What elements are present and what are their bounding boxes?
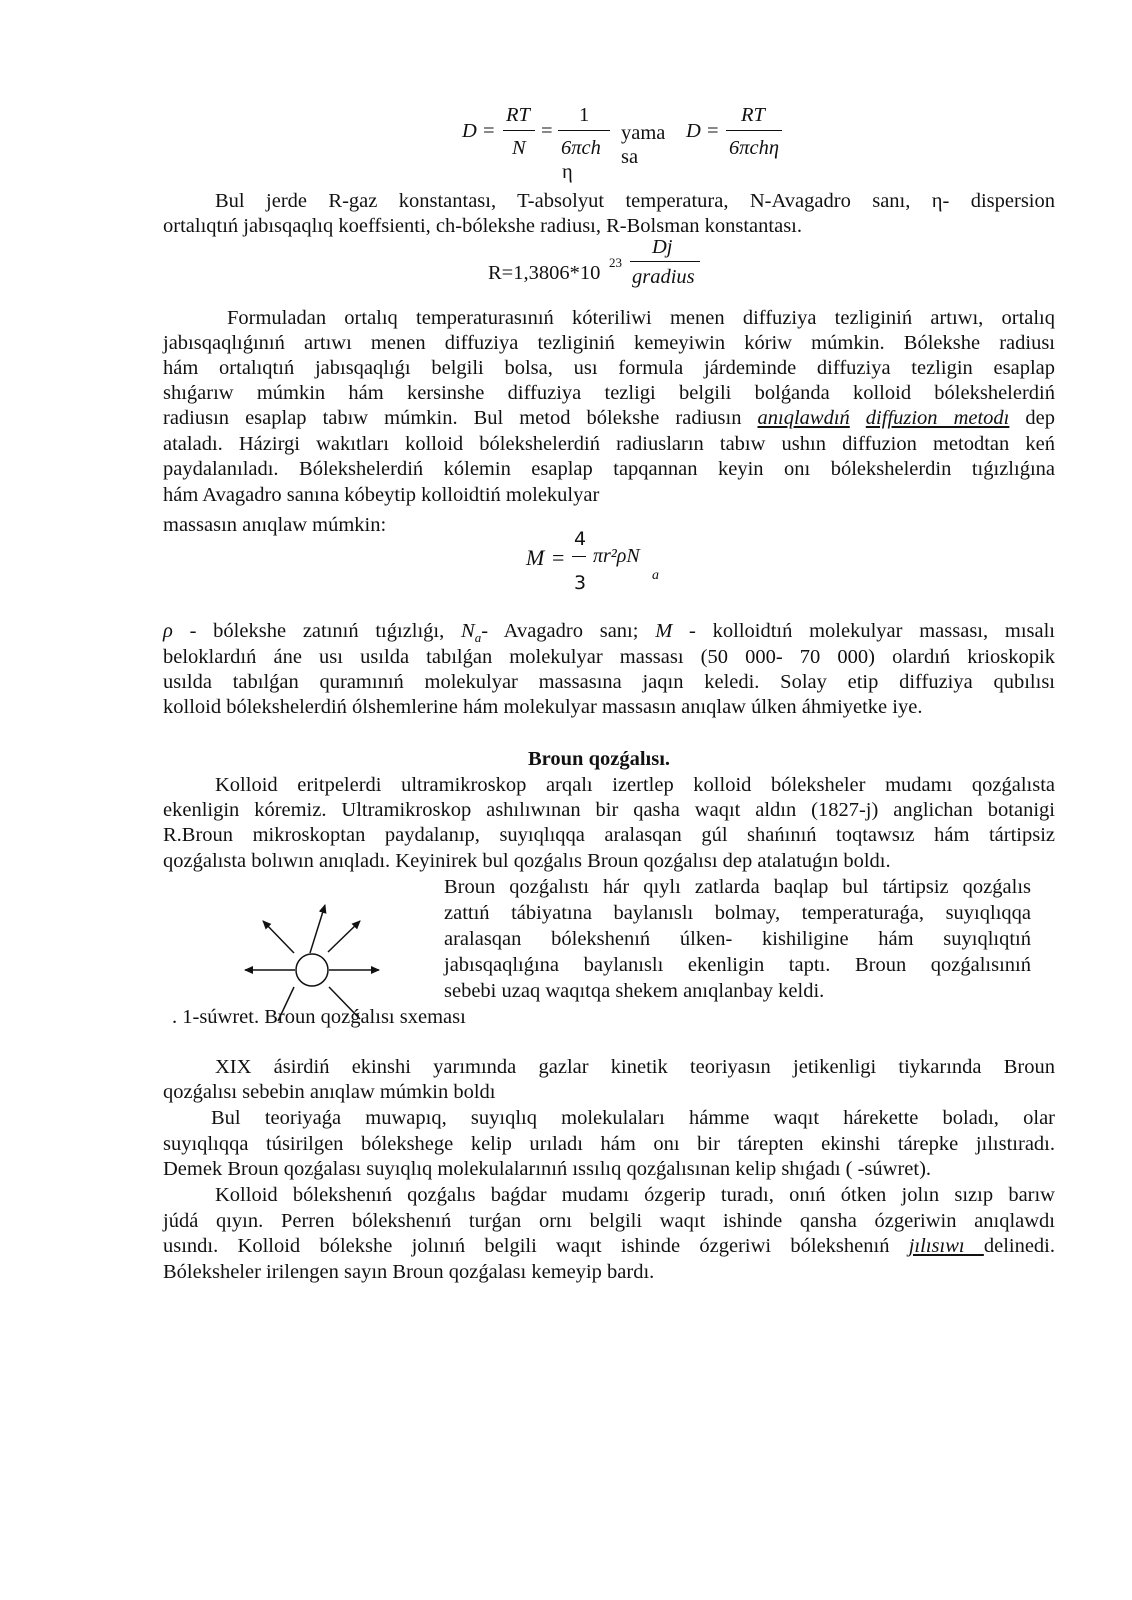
formula-m-symbol: M bbox=[526, 545, 545, 570]
term-link-diffuzion-metodi[interactable]: diffuzion metodı bbox=[865, 407, 1010, 429]
paragraph-line: qozǵalısı sebebin anıqlaw múmkin boldı bbox=[163, 1081, 496, 1103]
paragraph-line: hám ortalıqtıń jabısqaqlıǵı belgili bolsa, usı formula járdeminde diffuziya tezligin esaplap bbox=[163, 357, 1055, 379]
formula-denominator-6pich: 6πch bbox=[561, 137, 601, 159]
text-span: delinedi. bbox=[983, 1235, 1056, 1257]
paragraph-line: ekenligin kóremiz. Ultramikroskop ashılıwınan bir qasha waqıt aldın (1827-j) anglichan botanigi bbox=[163, 799, 1055, 821]
arrow-upper-left bbox=[263, 921, 294, 953]
paragraph-line bbox=[163, 774, 1055, 797]
paragraph-line: massasın anıqlaw múmkin: bbox=[163, 514, 387, 536]
paragraph-line: jabısqaqlıǵına baylanıslı ekenligin taptı. Broun qozǵalısınıń bbox=[444, 954, 1031, 976]
na-subscript: a bbox=[474, 630, 482, 646]
text-span: radiusın esaplap tabıw múmkin. Bul metod bólekshe radiusın bbox=[163, 407, 758, 429]
paragraph-line: júdá qıyın. Perren bólekshenıń turǵan ornı belgili waqıt ishinde qansha ózgeriwin anıqlawdı bbox=[163, 1210, 1055, 1232]
formula-m-denominator: 3 bbox=[574, 572, 587, 594]
fraction-bar bbox=[503, 130, 535, 131]
formula-r-denominator: gradius bbox=[632, 266, 695, 288]
paragraph-line: suyıqlıqqa túsirilgen bólekshege kelip urıladı hám onı bir tárepten ekinshi tárepke jılıstıradı. bbox=[163, 1133, 1055, 1155]
formula-denominator-n: N bbox=[512, 137, 526, 159]
paragraph-line: sebebi uzaq waqıtqa shekem anıqlanbay keldi. bbox=[444, 980, 825, 1002]
paragraph-line bbox=[163, 190, 1055, 213]
text-span: Bul teoriyaǵa muwapıq, suyıqlıq molekulaları hámme waqıt hárekette boladı, olar bbox=[211, 1107, 1055, 1129]
fraction-bar bbox=[630, 261, 700, 262]
paragraph-line: qozǵalısta bolıwın anıqladı. Keyinirek bul qozǵalıs Broun qozǵalısı dep atalatuǵın boldı. bbox=[163, 850, 891, 872]
formula-numerator-rt: RT bbox=[506, 104, 530, 126]
paragraph-line bbox=[163, 1056, 1055, 1079]
paragraph-line bbox=[163, 307, 1055, 330]
m-symbol: M bbox=[655, 620, 673, 642]
formula-m-body: πr²ρN bbox=[593, 545, 640, 567]
formula-equals-3: = bbox=[707, 120, 719, 142]
text-span: - Avagadro sanı; bbox=[481, 620, 656, 642]
formula-m-numerator: 4 bbox=[574, 528, 587, 550]
formula-r-numerator: Dj bbox=[652, 236, 673, 258]
particle-circle bbox=[296, 954, 328, 986]
paragraph-line bbox=[163, 407, 1055, 430]
fraction-bar bbox=[558, 130, 610, 131]
paragraph-line: aralasqan bólekshenıń úlken- kishiligine hám suyıqlıqtıń bbox=[444, 928, 1031, 950]
formula-numerator-rt-2: RT bbox=[741, 104, 765, 126]
paragraph-line bbox=[163, 1235, 1055, 1258]
paragraph-line: Bóleksheler irilengen sayın Broun qozǵalası kemeyip bardı. bbox=[163, 1261, 655, 1283]
paragraph-line: jabısqaqlıǵınıń artıwı menen diffuziya tezliginiń kemeyiwin kóriw múmkin. Bólekshe radiusı bbox=[163, 332, 1055, 354]
formula-d-symbol-2: D bbox=[686, 120, 701, 142]
text-span: Bul jerde R-gaz konstantası, T-absolyut temperatura, N-Avagadro sanı, η- dispersion bbox=[215, 190, 1055, 212]
arrow-up bbox=[310, 905, 325, 953]
paragraph-line: hám Avagadro sanına kóbeytip kolloidtiń molekulyar bbox=[163, 484, 600, 506]
formula-numerator-one: 1 bbox=[579, 104, 590, 126]
formula-equals: = bbox=[483, 120, 495, 142]
text-span: Kolloid eritpelerdi ultramikroskop arqalı izertlep kolloid bóleksheler mudamı qozǵalısta bbox=[215, 774, 1055, 796]
formula-equals-2: = bbox=[541, 120, 553, 142]
paragraph-line: ataladı. Házirgi wakıtları kolloid bólekshelerdiń radiusların tabıw ushın diffuzion metodtan keń bbox=[163, 433, 1055, 455]
formula-m-subscript: a bbox=[652, 568, 659, 583]
formula-d-symbol: D bbox=[462, 120, 477, 142]
paragraph-line: beloklardıń áne usı usılda tabılǵan molekulyar massası (50 000- 70 000) olardıń krioskopik bbox=[163, 646, 1055, 668]
text-span: - kolloidtıń molekulyar massası, mısalı bbox=[672, 620, 1055, 642]
paragraph-line bbox=[163, 1107, 1055, 1130]
formula-yama: yama bbox=[621, 122, 666, 144]
paragraph-line: usılda tabılǵan quramınıń molekulyar massasına jaqın keledi. Solay etip diffuziya qubılısı bbox=[163, 671, 1055, 693]
text-span: dep bbox=[1009, 407, 1056, 429]
paragraph-line: R.Broun mikroskoptan paydalanıp, suyıqlıqqa aralasqan gúl shańınıń toqtawsız hám tártipsiz bbox=[163, 824, 1055, 846]
term-link-jilisiwi[interactable]: jılısıwı bbox=[908, 1235, 984, 1257]
fraction-bar bbox=[726, 130, 782, 131]
formula-m-equals: = bbox=[552, 545, 565, 570]
term-link-aniqlawdin[interactable]: anıqlawdıń bbox=[757, 407, 850, 429]
rho-symbol: ρ bbox=[163, 620, 173, 642]
arrow-upper-right bbox=[328, 921, 360, 952]
formula-eta: η bbox=[562, 161, 573, 183]
paragraph-line: Broun qozǵalıstı hár qıylı zatlarda baqlap bul tártipsiz qozǵalıs bbox=[444, 876, 1031, 898]
paragraph-line: paydalanıladı. Bólekshelerdiń kólemin esaplap tapqannan keyin onı bólekshelerdin tıǵızlıǵına bbox=[163, 458, 1055, 480]
paragraph-line: zattıń tábiyatına baylanıslı bolmay, temperaturaǵa, suyıqlıqqa bbox=[444, 902, 1031, 924]
paragraph-line bbox=[163, 1184, 1055, 1207]
text-span: Kolloid bólekshenıń qozǵalıs baǵdar mudamı ózgerip turadı, onıń ótken jolın sızıp barıw bbox=[215, 1184, 1055, 1206]
paragraph-line: Demek Broun qozǵalası suyıqlıq molekulalarınıń ıssılıq qozǵalısınan kelip shıǵadı ( -súwret). bbox=[163, 1158, 932, 1180]
section-title: Broun qozǵalısı. bbox=[528, 748, 671, 770]
text-span: XIX ásirdiń ekinshi yarımında gazlar kinetik teoriyasın jetikenligi tiykarında Broun bbox=[215, 1056, 1055, 1078]
text-span: usındı. Kolloid bólekshe jolınıń belgili waqıt ishinde ózgeriwi bólekshenıń bbox=[163, 1235, 909, 1257]
fraction-bar bbox=[572, 556, 586, 557]
paragraph-line: ortalıqtıń jabısqaqlıq koeffsienti, ch-bólekshe radiusı, R-Bolsman konstantası. bbox=[163, 215, 803, 237]
text-span: - bólekshe zatınıń tıǵızlıǵı, bbox=[172, 620, 462, 642]
formula-sa: sa bbox=[621, 146, 639, 168]
paragraph-line: kolloid bólekshelerdiń ólshemlerine hám molekulyar massasın anıqlaw úlken áhmiyetke iye. bbox=[163, 696, 923, 718]
formula-r-exponent: 23 bbox=[609, 255, 622, 270]
formula-denominator-6picheta: 6πchη bbox=[729, 137, 780, 159]
formula-r-lhs: R=1,3806*10 bbox=[488, 262, 601, 284]
paragraph-line: shıǵarıw múmkin hám kersinshe diffuziya tezligi belgili bolǵanda kolloid bólekshelerdiń bbox=[163, 382, 1055, 404]
figure-caption: . 1-súwret. Broun qozǵalısı sxeması bbox=[172, 1006, 466, 1028]
text-span: Formuladan ortalıq temperaturasınıń kóteriliwi menen diffuziya tezliginiń artıwı, ortalıq bbox=[227, 307, 1055, 329]
paragraph-line bbox=[163, 620, 1055, 646]
na-symbol: N bbox=[461, 620, 475, 642]
